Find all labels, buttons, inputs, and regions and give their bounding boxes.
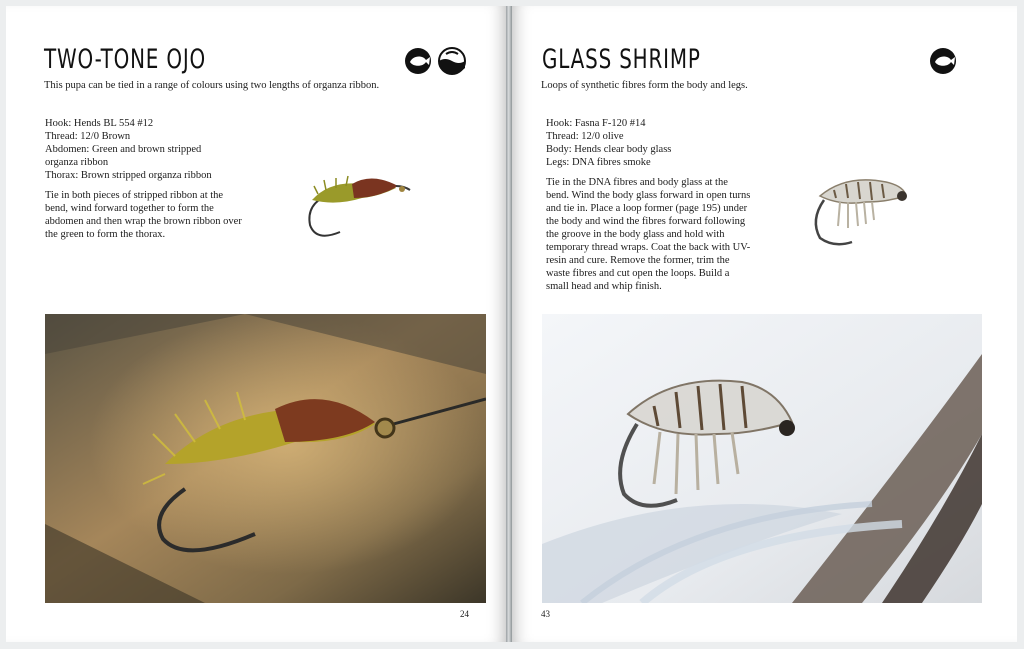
spec-legs: Legs: DNA fibres smoke — [546, 157, 651, 168]
spec-abdomen: Abdomen: Green and brown stripped — [45, 144, 202, 155]
spec-hook: Hook: Fasna F-120 #14 — [546, 118, 646, 129]
spec-body: Body: Hends clear body glass — [546, 144, 672, 155]
page-subtitle: Loops of synthetic fibres form the body and legs. — [541, 80, 748, 91]
tying-instructions: Tie in both pieces of stripped ribbon at the bend, wind forward together to form the abdomen and then wrap the brown ribbon over the green to form the thorax. — [45, 190, 242, 240]
spec-thorax: Thorax: Brown stripped organza ribbon — [45, 170, 212, 181]
right-page — [512, 6, 1017, 642]
spec-abdomen-cont: organza ribbon — [45, 157, 109, 168]
spec-hook: Hook: Hends BL 554 #12 — [45, 118, 154, 129]
shrimp-photo — [542, 314, 982, 603]
fish-icon — [928, 46, 960, 76]
fly-thumbnail-image — [300, 170, 420, 242]
left-page — [6, 6, 506, 642]
water-surface-icon — [434, 46, 470, 76]
shrimp-thumbnail-image — [806, 168, 916, 252]
page-number: 43 — [541, 609, 550, 619]
page-title: GLASS SHRIMP — [542, 44, 701, 75]
spec-thread: Thread: 12/0 olive — [546, 131, 624, 142]
materials-list — [546, 117, 671, 169]
spec-thread: Thread: 12/0 Brown — [45, 131, 131, 142]
materials-list — [45, 117, 212, 182]
page-subtitle: This pupa can be tied in a range of colours using two lengths of organza ribbon. — [44, 80, 380, 91]
tying-instructions: Tie in the DNA fibres and body glass at the bend. Wind the body glass forward in open turns and tie in. Place a loop former (page 195) under the body and wind the fibres forward following the groove in the body glass and hold with temporary thread wraps. Coat the back with UV-resin and cure. Remove the former, trim the waste fibres and cut open the loops. Build a small head and whip finish. — [546, 177, 751, 292]
page-title: TWO-TONE OJO — [44, 44, 207, 75]
fly-photo — [45, 314, 486, 603]
page-number: 24 — [460, 609, 469, 619]
